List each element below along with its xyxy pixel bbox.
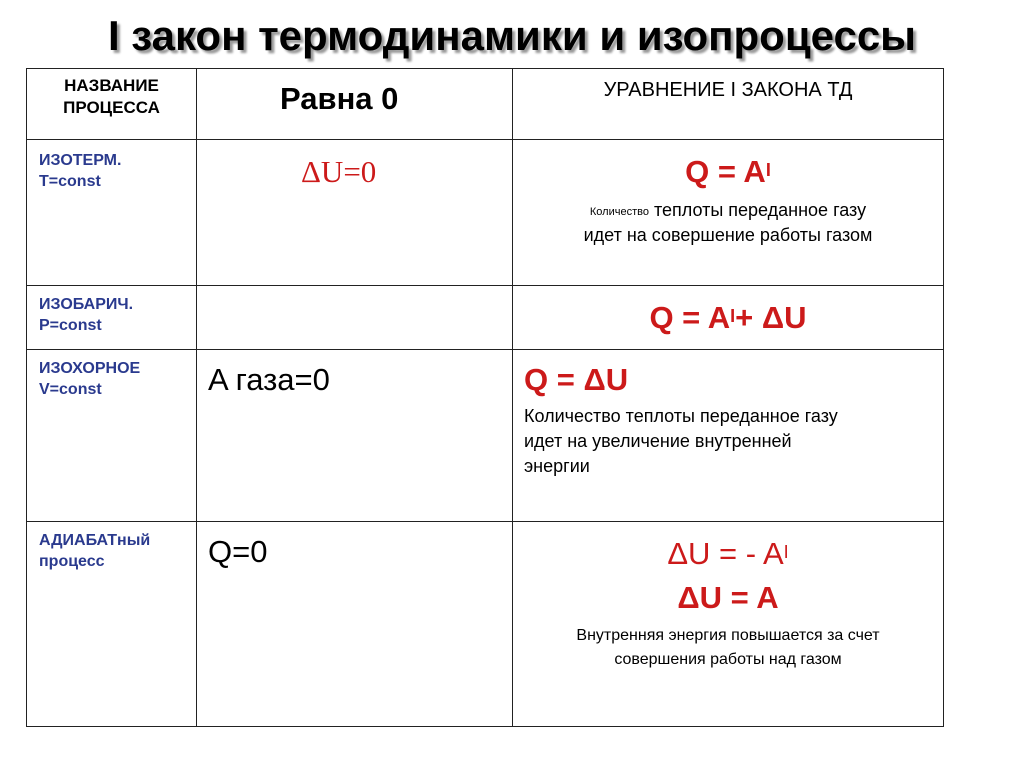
equation [513, 140, 943, 190]
equation-tail: + ΔU [735, 300, 807, 335]
process-name [27, 350, 196, 400]
process-name-line2: P=const [39, 317, 102, 334]
desc-line3: энергии [524, 456, 590, 476]
table-header-row [27, 69, 944, 140]
process-name-line1: ИЗОБАРИЧ. [39, 296, 134, 313]
process-name-line1: ИЗОТЕРМ. [39, 152, 122, 169]
equation-main: Q = A [685, 154, 766, 189]
equation-line2: ΔU = A [677, 580, 779, 615]
equation-main: Q = A [649, 300, 731, 335]
zero-value: ΔU=0 [301, 154, 377, 189]
process-name [27, 286, 196, 336]
process-name-line2: T=const [39, 173, 101, 190]
desc-small-word: Количество [589, 206, 649, 218]
equation [513, 286, 943, 336]
header-zero-label: Равна 0 [280, 81, 399, 116]
desc-line1: Количество теплоты переданное газу [524, 406, 838, 426]
equation-description [513, 404, 943, 479]
process-name [27, 522, 196, 572]
process-name-line1: АДИАБАТный [39, 532, 151, 549]
process-name [27, 140, 196, 192]
header-zero [197, 69, 513, 140]
equation-line1 [513, 522, 943, 572]
equation: Q = ΔU [524, 362, 629, 397]
table-row-isochoric [27, 350, 944, 522]
page-title: I закон термодинамики и изопроцессы [107, 12, 917, 59]
equation-sup: I [765, 160, 771, 180]
header-equation-label: УРАВНЕНИЕ I ЗАКОНА ТД [603, 79, 853, 101]
table-row-isobaric [27, 286, 944, 350]
process-table [26, 68, 944, 727]
equation-description [513, 198, 943, 248]
equation-main: ΔU = - A [667, 536, 784, 571]
equation-sup: I [730, 306, 736, 326]
header-name-line1: НАЗВАНИЕ [64, 76, 159, 95]
desc-line2: идет на совершение работы газом [583, 225, 873, 245]
table-row-adiabatic [27, 522, 944, 727]
process-name-line2: процесс [39, 553, 105, 570]
desc-line1: Внутренняя энергия повышается за счет [576, 627, 880, 644]
equation-sup: I [783, 542, 789, 562]
zero-value: A газа=0 [208, 362, 330, 397]
desc-line1: теплоты переданное газу [648, 200, 867, 220]
process-name-line2: V=const [39, 381, 102, 398]
zero-value: Q=0 [208, 534, 268, 569]
equation-description [513, 624, 943, 672]
header-name-line2: ПРОЦЕССА [63, 98, 160, 117]
desc-line2: совершения работы над газом [614, 651, 842, 668]
header-process-name [27, 69, 197, 140]
desc-line2: идет на увеличение внутренней [524, 431, 792, 451]
table-row-isothermal [27, 140, 944, 286]
header-equation [513, 69, 944, 140]
process-name-line1: ИЗОХОРНОЕ [39, 360, 141, 377]
